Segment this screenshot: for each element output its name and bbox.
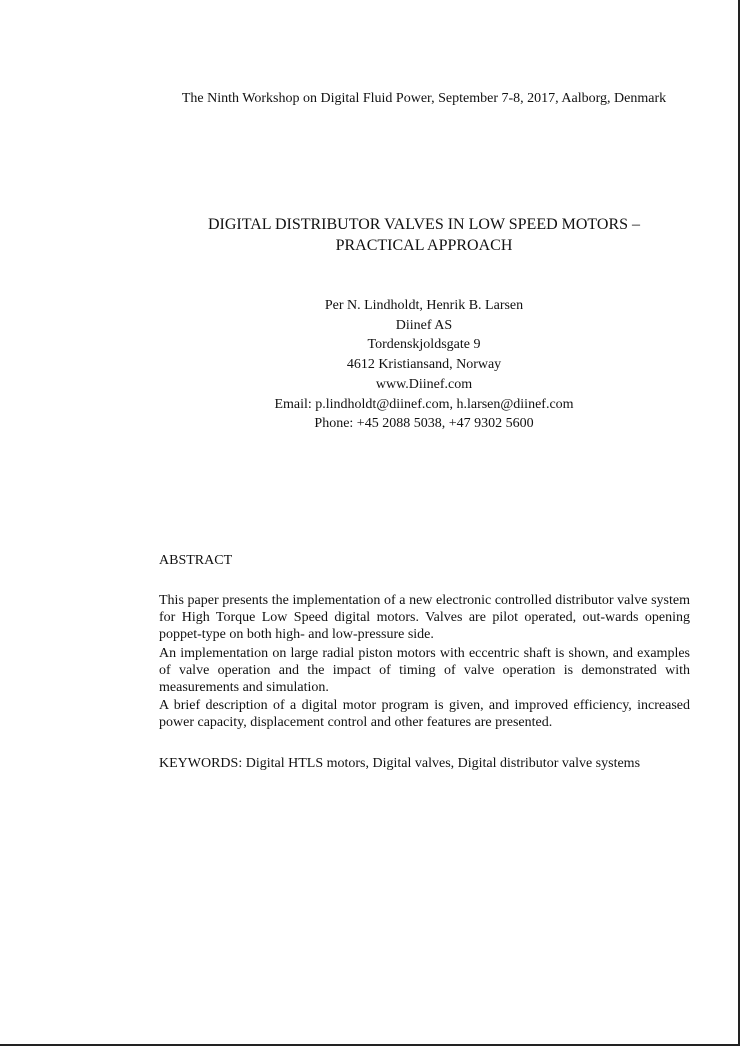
author-block xyxy=(100,296,745,434)
author-website: www.Diinef.com xyxy=(375,376,473,392)
abstract-paragraph: A brief description of a digital motor program is given, and improved efficiency, increased power capacity, displacement control and other features are presented. xyxy=(159,698,690,731)
author-names: Per N. Lindholdt, Henrik B. Larsen xyxy=(324,298,524,313)
abstract-paragraph: This paper presents the implementation of a new electronic controlled distributor valve system for High Torque Low Speed digital motors. Valves are pilot operated, out-wards opening poppet-type on both high- and low-pressure side. xyxy=(159,593,690,643)
keywords-line: KEYWORDS: Digital HTLS motors, Digital valves, Digital distributor valve systems xyxy=(159,756,641,771)
abstract-paragraph: An implementation on large radial piston motors with eccentric shaft is shown, and examples of valve operation and the impact of timing of valve operation is demonstrated with measurements and simulation. xyxy=(159,645,690,696)
abstract-heading: ABSTRACT xyxy=(159,553,233,568)
author-email: Email: p.lindholdt@diinef.com, h.larsen@diinef.com xyxy=(274,396,574,412)
title-line-2: PRACTICAL APPROACH xyxy=(335,237,513,254)
author-phone: Phone: +45 2088 5038, +47 9302 5600 xyxy=(314,416,534,432)
author-company: Diinef AS xyxy=(395,317,453,333)
title-line-1: DIGITAL DISTRIBUTOR VALVES IN LOW SPEED MOTORS – xyxy=(207,216,641,233)
paper-title xyxy=(100,214,745,256)
author-city: 4612 Kristiansand, Norway xyxy=(346,357,502,373)
abstract-body xyxy=(159,592,690,733)
conference-header: The Ninth Workshop on Digital Fluid Power, September 7-8, 2017, Aalborg, Denmark xyxy=(181,91,667,106)
author-street: Tordenskjoldsgate 9 xyxy=(367,337,481,353)
